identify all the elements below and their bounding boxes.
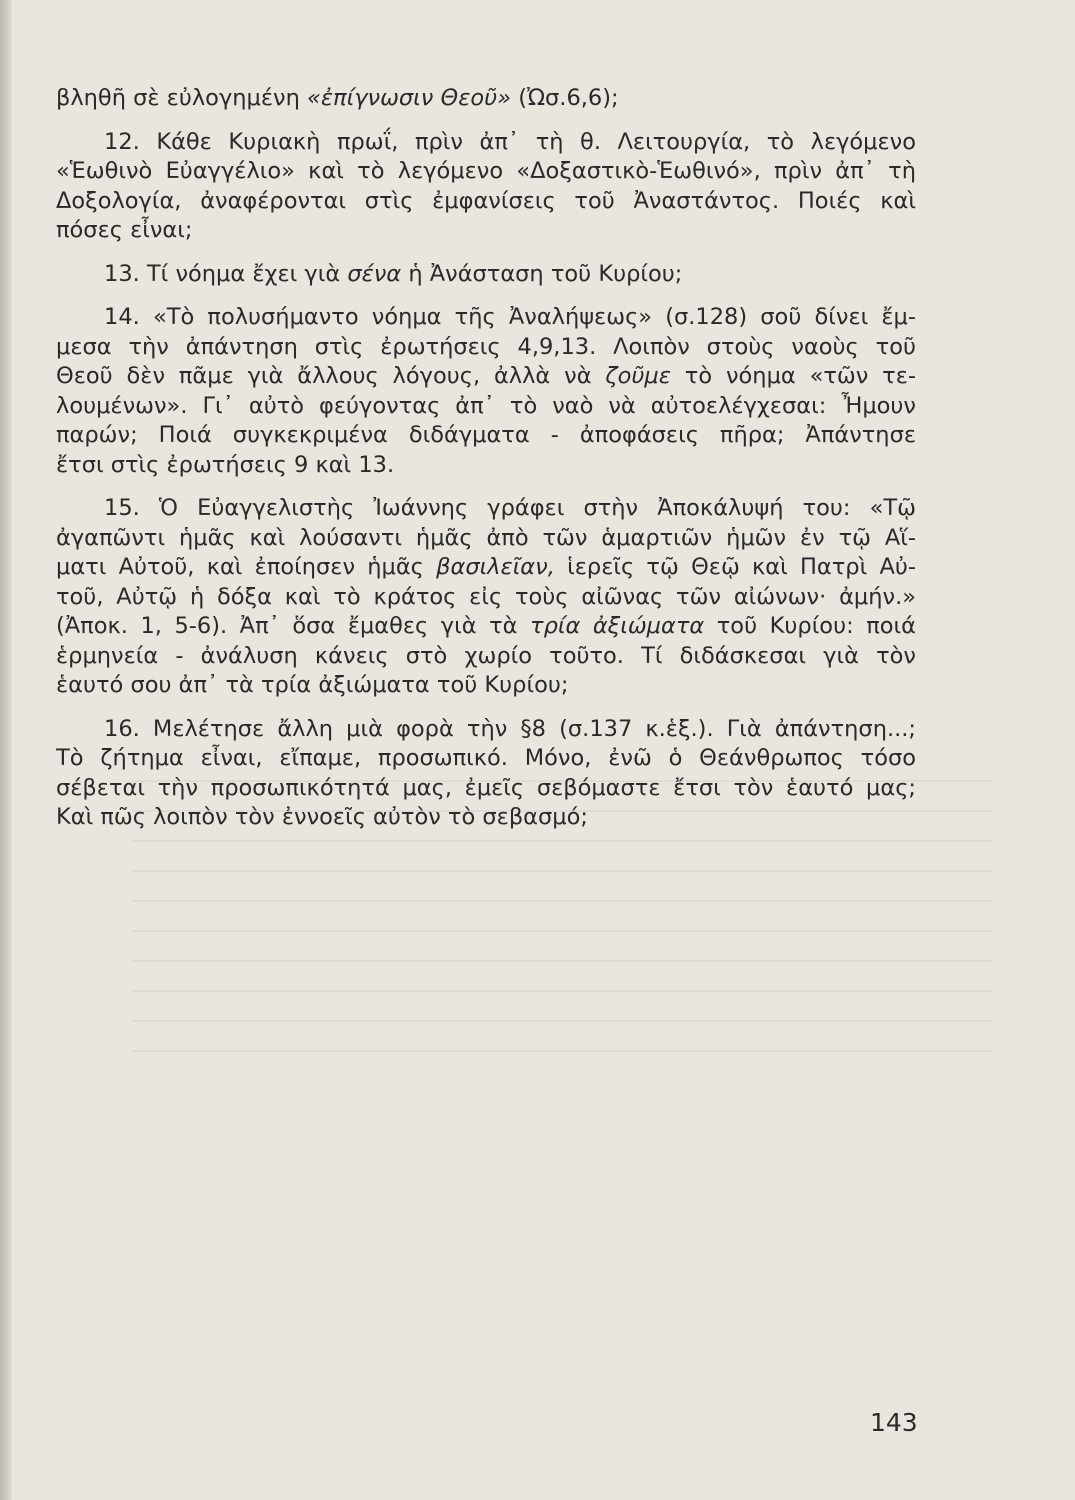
text-line: ἑαυτό σου ἀπ᾽ τὰ τρία ἀξιώματα τοῦ Κυρίου; — [56, 672, 569, 698]
text-line: Καὶ πῶς λοιπὸν τὸν ἐννοεῖς αὐτὸν τὸ σεβασμό; — [56, 804, 588, 830]
text-line: 14. «Τὸ πολυσήμαντο νόημα τῆς Ἀναλήψεως» (σ.128) σοῦ δίνει ἔμ- — [104, 304, 916, 330]
continuation-paragraph — [56, 84, 916, 114]
text-line: τοῦ, Αὐτῷ ἡ δόξα καὶ τὸ κράτος εἰς τοὺς αἰῶνας τῶν αἰώνων· ἀμήν.» — [56, 583, 916, 610]
text-line: 15. Ὁ Εὐαγγελιστὴς Ἰωάννης γράφει στὴν Ἀποκάλυψή του: «Τῷ — [104, 495, 916, 521]
text-line: (Ἀποκ. 1, 5-6). Ἀπ᾽ ὅσα ἔμαθες γιὰ τὰ τρία ἀξιώματα τοῦ Κυρίου: ποιά — [56, 613, 916, 639]
text-line: παρών; Ποιά συγκεκριμένα διδάγματα - ἀποφάσεις πῆρα; Ἀπάντησε — [56, 422, 916, 448]
text-line: 13. Τί νόημα ἔχει γιὰ σένα ἡ Ἀνάσταση τοῦ Κυρίου; — [104, 260, 683, 287]
text-line: ἔτσι στὶς ἐρωτήσεις 9 καὶ 13. — [56, 451, 395, 478]
text-line: 16. Μελέτησε ἄλλη μιὰ φορὰ τὴν §8 (σ.137 κ.ἑξ.). Γιὰ ἀπάντηση...; — [104, 715, 916, 742]
text-line: Θεοῦ δὲν πᾶμε γιὰ ἄλλους λόγους, ἀλλὰ νὰ ζοῦμε τὸ νόημα «τῶν τε- — [56, 363, 916, 389]
page-number: 143 — [870, 1408, 918, 1437]
question-13 — [56, 260, 916, 290]
text-line: σέβεται τὴν προσωπικότητά μας, ἐμεῖς σεβόμαστε ἔτσι τὸν ἑαυτό μας; — [56, 774, 916, 801]
text-line: μεσα τὴν ἀπάντηση στὶς ἐρωτήσεις 4,9,13. Λοιπὸν στοὺς ναοὺς τοῦ — [56, 333, 916, 360]
question-14 — [56, 303, 916, 480]
page-edge — [0, 0, 12, 1500]
text-line: ἀγαπῶντι ἡμᾶς καὶ λούσαντι ἡμᾶς ἀπὸ τῶν ἁμαρτιῶν ἡμῶν ἐν τῷ Αἵ- — [56, 524, 916, 551]
text-line: Τὸ ζήτημα εἶναι, εἴπαμε, προσωπικό. Μόνο, ἐνῶ ὁ Θεάνθρωπος τόσο — [56, 745, 916, 771]
text-line: ἑρμηνεία - ἀνάλυση κάνεις στὸ χωρίο τοῦτο. Τί διδάσκεσαι γιὰ τὸν — [56, 642, 916, 669]
text-line: «Ἑωθινὸ Εὐαγγέλιο» καὶ τὸ λεγόμενο «Δοξαστικὸ-Ἑωθινό», πρὶν ἀπ᾽ τὴ — [56, 158, 916, 184]
question-16 — [56, 715, 916, 833]
text-line: ματι Αὐτοῦ, καὶ ἐποίησεν ἡμᾶς βασιλεῖαν, ἱερεῖς τῷ Θεῷ καὶ Πατρὶ Αὐ- — [56, 554, 916, 580]
text-line: λουμένων». Γι᾽ αὐτὸ φεύγοντας ἀπ᾽ τὸ ναὸ νὰ αὐτοελέγχεσαι: Ἦμουν — [56, 392, 916, 419]
text-line: πόσες εἶναι; — [56, 217, 193, 243]
text-line: 12. Κάθε Κυριακὴ πρωΐ, πρὶν ἀπ᾽ τὴ θ. Λειτουργία, τὸ λεγόμενο — [104, 128, 916, 155]
body-text — [56, 84, 916, 847]
question-12 — [56, 128, 916, 246]
text-line: βληθῆ σὲ εὐλογημένη «ἐπίγνωσιν Θεοῦ» (Ὠσ.6,6); — [56, 85, 619, 111]
text-line: Δοξολογία, ἀναφέρονται στὶς ἐμφανίσεις τοῦ Ἀναστάντος. Ποιές καὶ — [56, 187, 916, 214]
question-15 — [56, 494, 916, 701]
